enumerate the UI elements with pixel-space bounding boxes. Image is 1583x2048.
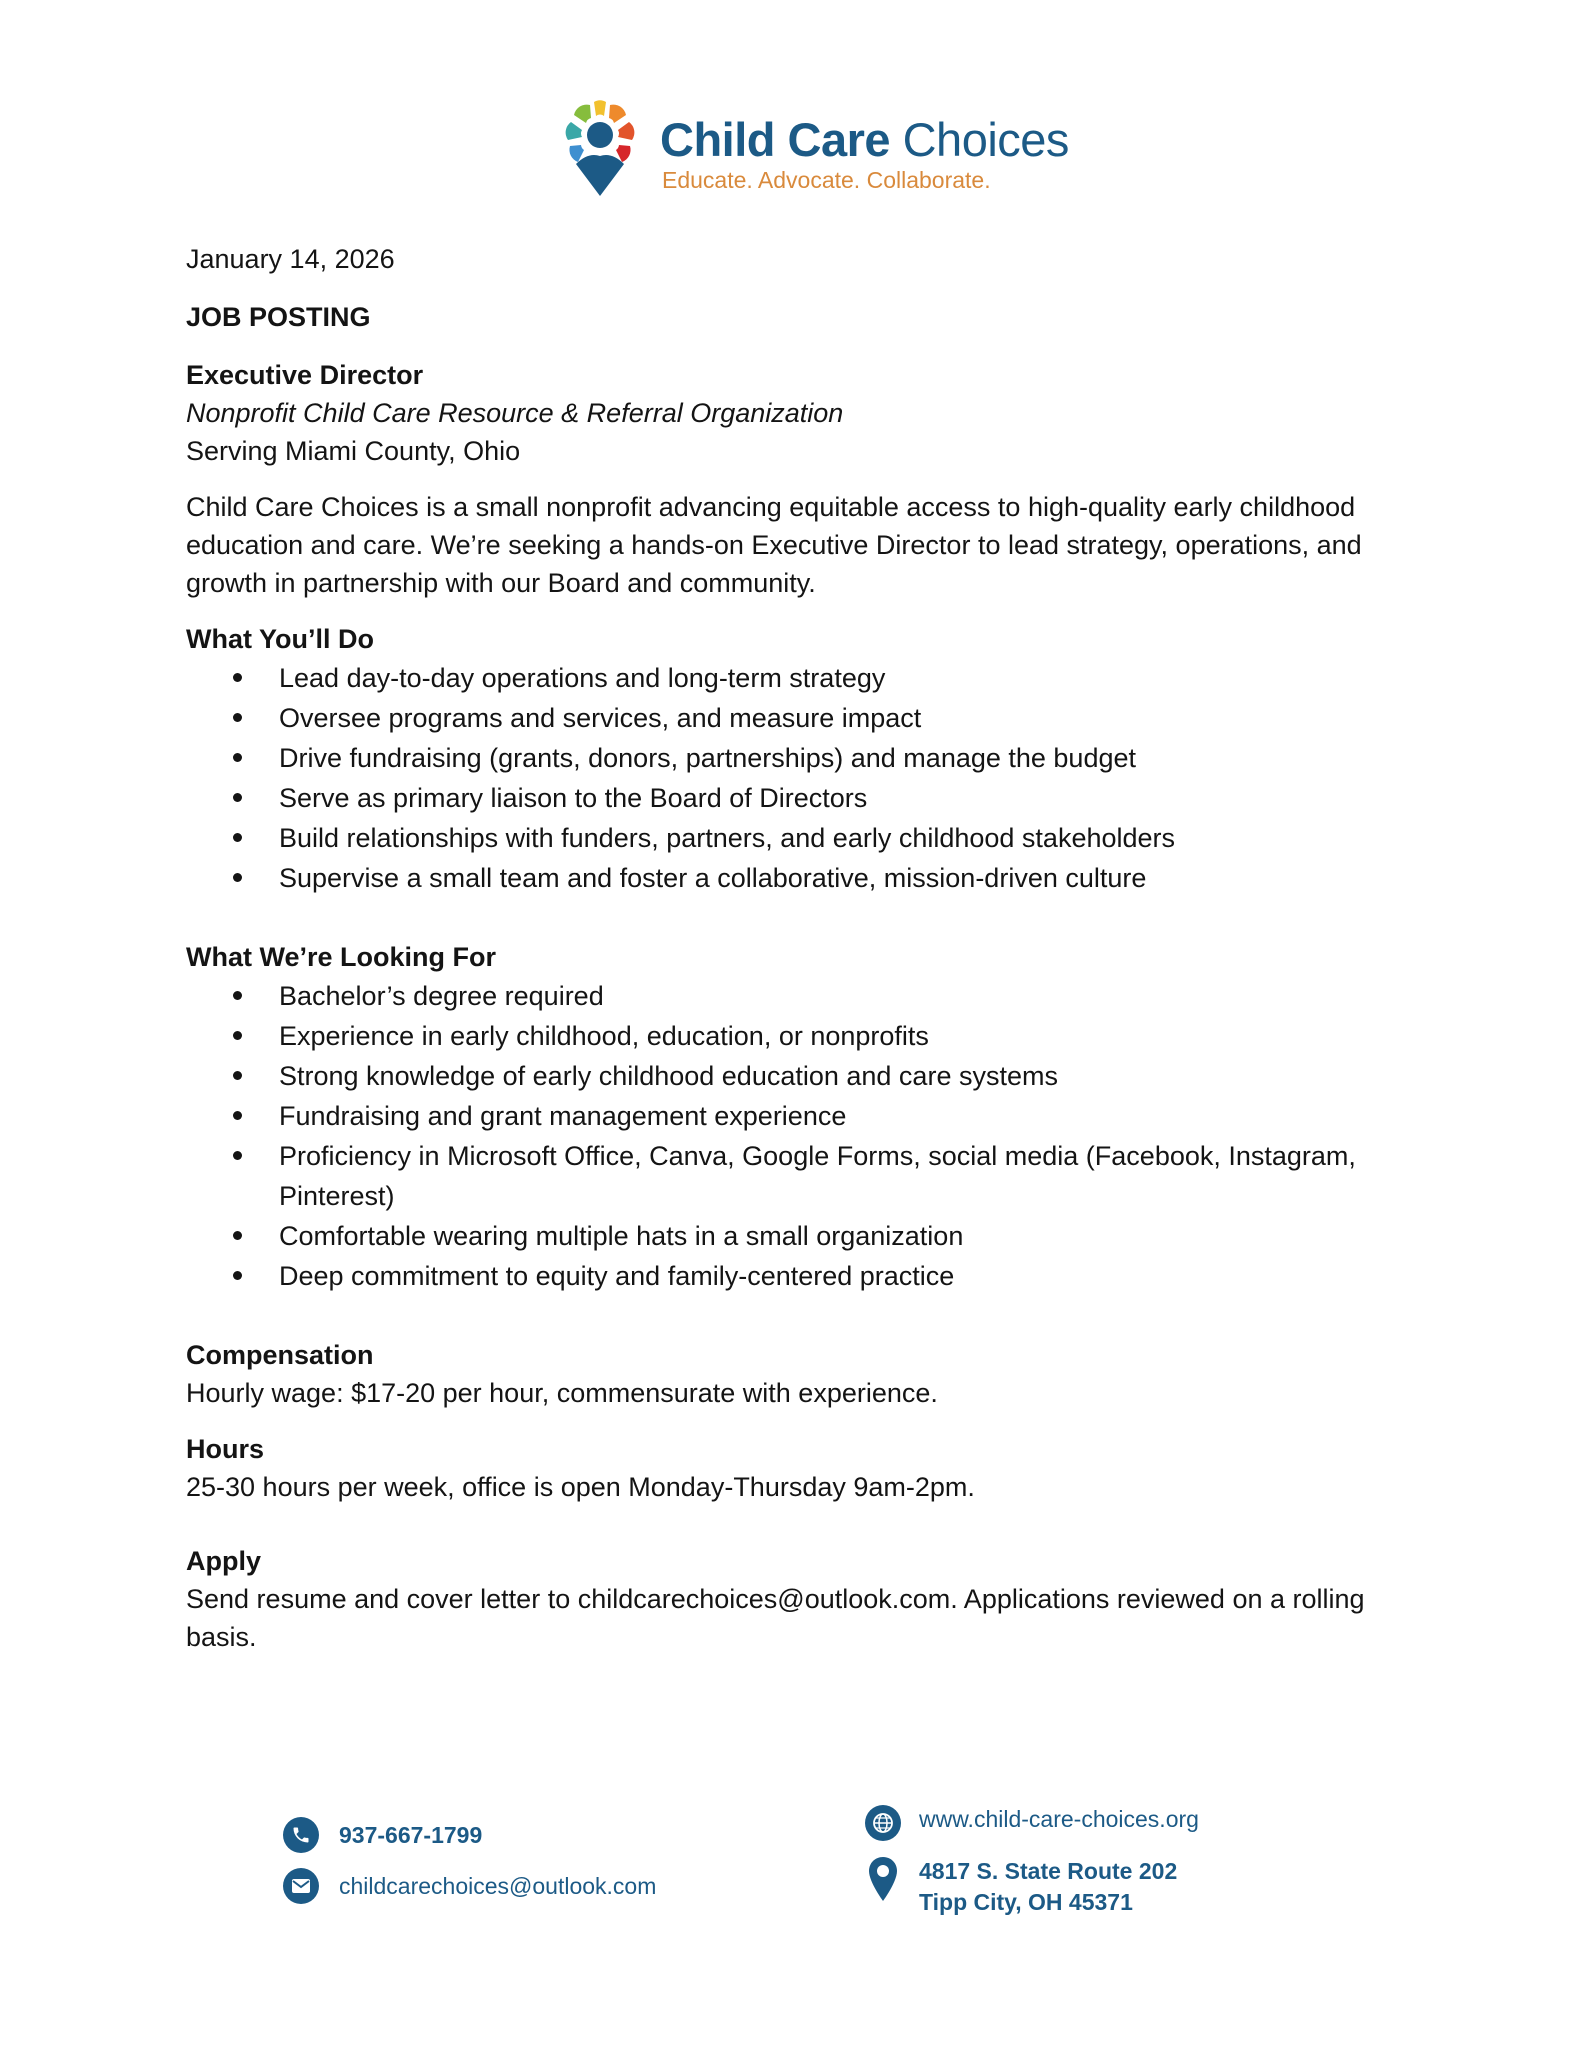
bullet-icon xyxy=(233,1031,242,1040)
logo-wordmark xyxy=(660,114,1069,166)
looking-for-list xyxy=(186,976,1406,1296)
footer-email[interactable] xyxy=(283,1868,656,1904)
list-item: Build relationships with funders, partners, and early childhood stakeholders xyxy=(186,818,1406,858)
posting-label: JOB POSTING xyxy=(186,302,371,332)
list-item: Serve as primary liaison to the Board of Directors xyxy=(186,778,1406,818)
job-header xyxy=(186,356,1406,470)
list-item: Experience in early childhood, education, or nonprofits xyxy=(186,1016,1406,1056)
compensation-heading: Compensation xyxy=(186,1340,374,1370)
list-item: Oversee programs and services, and measure impact xyxy=(186,698,1406,738)
logo-wordmark-bold: Child Care xyxy=(660,113,891,166)
logo-wordmark-light: Choices xyxy=(902,113,1069,166)
bullet-icon xyxy=(233,873,242,882)
list-item: Bachelor’s degree required xyxy=(186,976,1406,1016)
list-item: Comfortable wearing multiple hats in a small organization xyxy=(186,1216,1406,1256)
list-item: Drive fundraising (grants, donors, partnerships) and manage the budget xyxy=(186,738,1406,778)
intro-paragraph: Child Care Choices is a small nonprofit advancing equitable access to high-quality early childhood education and care. We’re seeking a hands-on Executive Director to lead strategy, operations, and growth in partnership with our Board and community. xyxy=(186,492,1362,598)
compensation-text: Hourly wage: $17-20 per hour, commensurate with experience. xyxy=(186,1378,938,1408)
posting-date: January 14, 2026 xyxy=(186,244,395,274)
footer-website[interactable] xyxy=(865,1805,1199,1841)
bullet-icon xyxy=(233,1231,242,1240)
list-item: Lead day-to-day operations and long-term strategy xyxy=(186,658,1406,698)
posting-body xyxy=(186,240,1406,1674)
bullet-icon xyxy=(233,833,242,842)
hours-heading: Hours xyxy=(186,1434,265,1464)
org-type: Nonprofit Child Care Resource & Referral Organization xyxy=(186,398,844,428)
what-you-do-heading: What You’ll Do xyxy=(186,624,374,654)
bullet-icon xyxy=(233,1271,242,1280)
bullet-icon xyxy=(233,673,242,682)
bullet-icon xyxy=(233,713,242,722)
what-you-do-list xyxy=(186,658,1406,898)
footer-phone[interactable] xyxy=(283,1817,482,1853)
child-care-choices-logo xyxy=(554,98,1069,208)
list-item: Deep commitment to equity and family-centered practice xyxy=(186,1256,1406,1296)
address-line-1: 4817 S. State Route 202 xyxy=(919,1858,1178,1884)
website-url: www.child-care-choices.org xyxy=(919,1806,1199,1832)
list-item: Supervise a small team and foster a collaborative, mission-driven culture xyxy=(186,858,1406,898)
mail-icon xyxy=(283,1868,319,1904)
bullet-icon xyxy=(233,753,242,762)
footer-address xyxy=(868,1856,1177,1918)
service-area: Serving Miami County, Ohio xyxy=(186,436,521,466)
hours-text: 25-30 hours per week, office is open Monday-Thursday 9am-2pm. xyxy=(186,1472,975,1502)
bullet-icon xyxy=(233,1071,242,1080)
apply-heading: Apply xyxy=(186,1546,262,1576)
list-item: Fundraising and grant management experience xyxy=(186,1096,1406,1136)
phone-icon xyxy=(283,1817,319,1853)
email-address: childcarechoices@outlook.com xyxy=(339,1873,657,1899)
list-item: Proficiency in Microsoft Office, Canva, Google Forms, social media (Facebook, Instagram, Pinterest) xyxy=(186,1136,1406,1216)
apply-section xyxy=(186,1542,1406,1656)
bullet-icon xyxy=(233,991,242,1000)
address-line-2: Tipp City, OH 45371 xyxy=(919,1889,1133,1915)
location-pin-icon xyxy=(868,1856,898,1902)
hours-section xyxy=(186,1430,1406,1506)
address-block xyxy=(919,1856,1177,1918)
apply-text: Send resume and cover letter to childcarechoices@outlook.com. Applications reviewed on a rolling basis. xyxy=(186,1584,1365,1652)
bullet-icon xyxy=(233,793,242,802)
job-title: Executive Director xyxy=(186,360,424,390)
phone-number: 937-667-1799 xyxy=(339,1822,483,1848)
logo-mark-icon xyxy=(554,98,646,206)
list-item: Strong knowledge of early childhood education and care systems xyxy=(186,1056,1406,1096)
globe-icon xyxy=(865,1805,901,1841)
bullet-icon xyxy=(233,1111,242,1120)
looking-for-heading: What We’re Looking For xyxy=(186,942,496,972)
compensation-section xyxy=(186,1336,1406,1412)
bullet-icon xyxy=(233,1151,242,1160)
logo-tagline: Educate. Advocate. Collaborate. xyxy=(662,167,991,193)
